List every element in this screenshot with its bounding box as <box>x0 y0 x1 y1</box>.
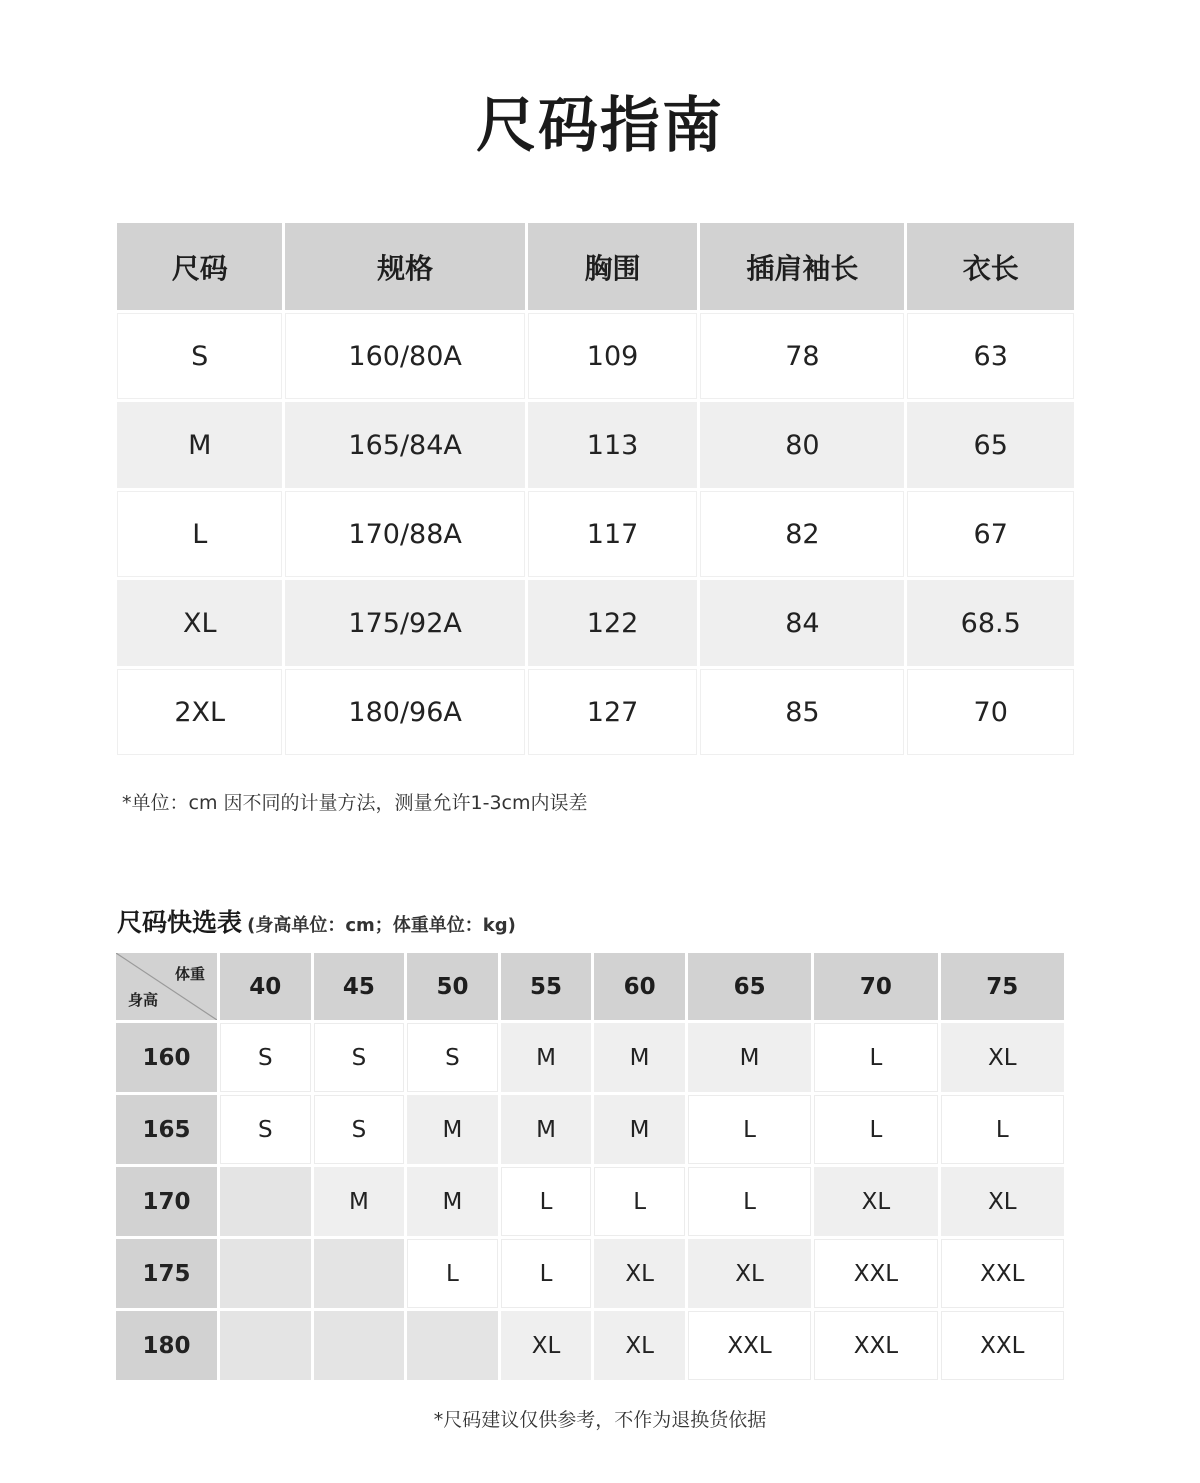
cell-spec: 180/96A <box>285 669 524 755</box>
height-header: 165 <box>116 1095 217 1164</box>
cell-length: 65 <box>907 402 1074 488</box>
cell-sleeve: 84 <box>700 580 904 666</box>
size-cell: M <box>594 1095 685 1164</box>
table-row <box>116 1239 1064 1308</box>
size-cell: XXL <box>688 1311 811 1380</box>
size-cell: M <box>501 1023 592 1092</box>
quick-select-title: 尺码快选表 <box>117 908 243 937</box>
quick-select-heading <box>117 903 516 939</box>
size-cell: L <box>941 1095 1064 1164</box>
cell-spec: 165/84A <box>285 402 524 488</box>
weight-header: 65 <box>688 953 811 1020</box>
cell-chest: 113 <box>528 402 697 488</box>
corner-cell <box>116 953 217 1020</box>
table-row <box>117 491 1074 577</box>
size-cell: L <box>688 1167 811 1236</box>
cell-spec: 160/80A <box>285 313 524 399</box>
quick-select-header <box>116 953 1064 1020</box>
table-row <box>116 1311 1064 1380</box>
table-row <box>117 402 1074 488</box>
height-header: 170 <box>116 1167 217 1236</box>
size-cell: XL <box>501 1311 592 1380</box>
cell-sleeve: 82 <box>700 491 904 577</box>
cell-size: M <box>117 402 282 488</box>
cell-size: S <box>117 313 282 399</box>
cell-size: L <box>117 491 282 577</box>
header-size: 尺码 <box>117 223 282 310</box>
cell-length: 68.5 <box>907 580 1074 666</box>
unit-note: *单位：cm 因不同的计量方法，测量允许1-3cm内误差 <box>122 792 588 814</box>
corner-weight-label: 体重 <box>174 965 205 983</box>
size-cell: XL <box>941 1167 1064 1236</box>
cell-spec: 175/92A <box>285 580 524 666</box>
cell-size: XL <box>117 580 282 666</box>
size-cell: S <box>220 1023 311 1092</box>
size-cell: XXL <box>941 1239 1064 1308</box>
weight-header: 40 <box>220 953 311 1020</box>
size-cell: XL <box>594 1239 685 1308</box>
quick-select-table <box>113 950 1067 1383</box>
quick-select-subtitle: (身高单位：cm；体重单位：kg) <box>247 915 516 936</box>
cell-length: 63 <box>907 313 1074 399</box>
size-table <box>114 220 1077 758</box>
size-cell: S <box>220 1095 311 1164</box>
size-cell: XL <box>594 1311 685 1380</box>
size-cell: L <box>688 1095 811 1164</box>
size-cell: L <box>407 1239 498 1308</box>
size-cell: M <box>594 1023 685 1092</box>
cell-sleeve: 85 <box>700 669 904 755</box>
size-cell: XL <box>814 1167 937 1236</box>
header-chest: 胸围 <box>528 223 697 310</box>
size-cell <box>314 1311 405 1380</box>
weight-header: 60 <box>594 953 685 1020</box>
size-cell <box>314 1239 405 1308</box>
size-cell: M <box>407 1167 498 1236</box>
cell-sleeve: 78 <box>700 313 904 399</box>
size-cell: S <box>314 1095 405 1164</box>
table-row <box>116 1167 1064 1236</box>
header-spec: 规格 <box>285 223 524 310</box>
cell-length: 67 <box>907 491 1074 577</box>
height-header: 160 <box>116 1023 217 1092</box>
corner-height-label: 身高 <box>128 991 159 1009</box>
table-row <box>117 313 1074 399</box>
size-cell: S <box>407 1023 498 1092</box>
size-cell: XL <box>688 1239 811 1308</box>
weight-header: 55 <box>501 953 592 1020</box>
size-cell: XXL <box>941 1311 1064 1380</box>
table-row <box>116 1095 1064 1164</box>
cell-length: 70 <box>907 669 1074 755</box>
cell-chest: 109 <box>528 313 697 399</box>
weight-header: 75 <box>941 953 1064 1020</box>
weight-header: 70 <box>814 953 937 1020</box>
size-table-header <box>117 223 1074 310</box>
table-row <box>116 1023 1064 1092</box>
cell-size: 2XL <box>117 669 282 755</box>
size-cell: XXL <box>814 1239 937 1308</box>
footer-note: *尺码建议仅供参考，不作为退换货依据 <box>433 1409 767 1431</box>
size-cell: M <box>688 1023 811 1092</box>
size-cell <box>407 1311 498 1380</box>
cell-chest: 127 <box>528 669 697 755</box>
size-cell: S <box>314 1023 405 1092</box>
cell-spec: 170/88A <box>285 491 524 577</box>
weight-header: 45 <box>314 953 405 1020</box>
weight-header: 50 <box>407 953 498 1020</box>
table-row <box>117 669 1074 755</box>
size-cell: L <box>814 1023 937 1092</box>
size-cell: L <box>814 1095 937 1164</box>
size-cell <box>220 1167 311 1236</box>
size-cell: L <box>594 1167 685 1236</box>
header-length: 衣长 <box>907 223 1074 310</box>
cell-chest: 117 <box>528 491 697 577</box>
size-cell: M <box>501 1095 592 1164</box>
table-row <box>117 580 1074 666</box>
size-cell: XL <box>941 1023 1064 1092</box>
size-cell: L <box>501 1167 592 1236</box>
size-cell: M <box>314 1167 405 1236</box>
size-cell: M <box>407 1095 498 1164</box>
height-header: 180 <box>116 1311 217 1380</box>
size-cell: L <box>501 1239 592 1308</box>
cell-chest: 122 <box>528 580 697 666</box>
size-cell <box>220 1239 311 1308</box>
size-cell <box>220 1311 311 1380</box>
height-header: 175 <box>116 1239 217 1308</box>
page-title: 尺码指南 <box>476 91 724 161</box>
cell-sleeve: 80 <box>700 402 904 488</box>
size-cell: XXL <box>814 1311 937 1380</box>
header-sleeve: 插肩袖长 <box>700 223 904 310</box>
